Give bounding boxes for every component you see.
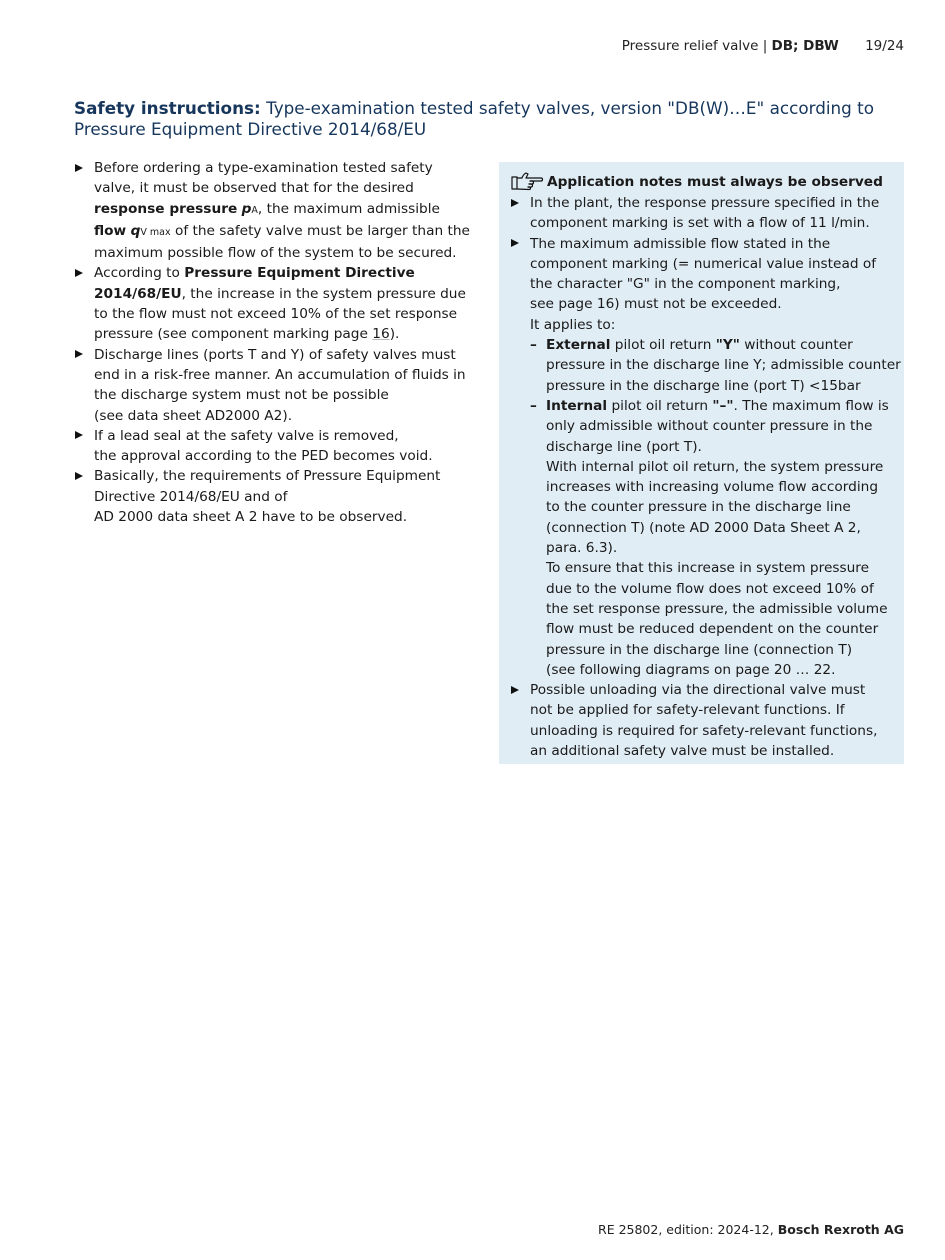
title-line1: Type-examination tested safety valves, version "DB(W)…E" according to <box>266 98 874 118</box>
text-line <box>546 335 898 355</box>
title-label: Safety instructions: <box>74 98 261 118</box>
subscript: V max <box>140 226 171 238</box>
text-line: due to the volume flow does not exceed 10% of <box>546 580 874 597</box>
term-external: External <box>546 337 611 354</box>
symbol-q: q <box>130 222 141 239</box>
safety-item-requirements <box>74 466 474 527</box>
pilot-oil-internal <box>530 396 898 680</box>
page-footer <box>598 1222 904 1237</box>
text-line: pressure in the discharge line (port T) <15bar <box>546 377 861 394</box>
text-line: pressure in the discharge line (connection T) <box>546 641 853 658</box>
text-line: With internal pilot oil return, the system pressure <box>546 458 884 475</box>
text-line: component marking (= numerical value instead of <box>530 255 877 272</box>
pilot-oil-list <box>530 335 901 680</box>
text-span: , the maximum admissible <box>257 200 440 217</box>
text-span: pilot oil return <box>611 397 709 414</box>
symbol-p: p <box>241 200 252 217</box>
note-item-unloading <box>510 680 898 761</box>
text-span: without counter <box>744 337 853 354</box>
text-line: the set response pressure, the admissible volume <box>546 600 888 617</box>
pointing-hand-icon <box>510 171 544 193</box>
text-line: (connection T) (note AD 2000 Data Sheet A 2, <box>546 519 861 536</box>
text-line: AD 2000 data sheet A 2 have to be observed. <box>94 509 408 526</box>
safety-item-ped <box>74 263 474 344</box>
text-line: In the plant, the response pressure specified in the <box>530 195 880 211</box>
text-line: component marking is set with a flow of 11 l/min. <box>530 215 870 232</box>
text-line: Discharge lines (ports T and Y) of safety valves must <box>94 346 456 363</box>
term-ped-number: 2014/68/EU <box>94 285 182 302</box>
text-line: valve, it must be observed that for the desired <box>94 180 414 197</box>
term-response-pressure: response pressure <box>94 200 238 217</box>
text-line <box>94 284 474 304</box>
text-line <box>94 263 474 283</box>
text-span: , the increase in the system pressure due <box>181 285 466 302</box>
text-line <box>94 324 474 344</box>
header-types: DB; DBW <box>771 38 839 54</box>
text-line: not be applied for safety-relevant functions. If <box>530 702 845 719</box>
text-span: ). <box>389 326 400 343</box>
term-flow: flow <box>94 222 127 239</box>
text-line: only admissible without counter pressure in the <box>546 418 873 435</box>
safety-bullet-list <box>74 158 474 527</box>
pilot-oil-external <box>530 335 901 396</box>
text-line: the discharge system must not be possible <box>94 387 389 404</box>
section-title <box>74 98 894 139</box>
text-line: unloading is required for safety-relevant functions, <box>530 722 878 739</box>
text-line: Basically, the requirements of Pressure Equipment <box>94 468 441 485</box>
note-item-max-flow <box>510 234 901 681</box>
text-line: see page 16) must not be exceeded. <box>530 296 782 313</box>
text-line: to the flow must not exceed 10% of the set response <box>94 306 458 323</box>
text-line: an additional safety valve must be installed. <box>530 743 835 760</box>
application-notes-panel <box>499 162 904 764</box>
text-span: pilot oil return <box>614 337 712 354</box>
text-line: Possible unloading via the directional valve must <box>530 682 866 699</box>
safety-item-lead-seal <box>74 426 474 467</box>
header-product: Pressure relief valve | <box>621 38 768 54</box>
title-line2: Pressure Equipment Directive 2014/68/EU <box>74 118 427 139</box>
text-line: (see following diagrams on page 20 … 22. <box>546 661 836 678</box>
safety-item-discharge-lines <box>74 345 474 426</box>
text-line: To ensure that this increase in system pressure <box>546 560 870 577</box>
term-ped: Pressure Equipment Directive <box>184 265 415 282</box>
notes-heading <box>510 171 898 193</box>
notes-bullet-list <box>510 193 901 761</box>
text-line: end in a risk-free manner. An accumulation of fluids in <box>94 366 466 383</box>
text-line: The maximum admissible flow stated in the <box>530 235 831 252</box>
text-line <box>546 396 898 416</box>
page-link-16[interactable]: 16 <box>372 326 390 343</box>
text-line: It applies to: <box>530 316 616 333</box>
text-line <box>94 199 474 221</box>
text-line: (see data sheet AD2000 A2). <box>94 407 293 424</box>
text-span: pressure (see component marking page <box>94 326 368 343</box>
footer-company: Bosch Rexroth AG <box>777 1222 904 1237</box>
text-line: flow must be reduced dependent on the counter <box>546 621 879 638</box>
text-line: If a lead seal at the safety valve is removed, <box>94 427 399 444</box>
text-line: discharge line (port T). <box>546 438 702 455</box>
safety-list-column <box>74 158 474 527</box>
text-line: pressure in the discharge line Y; admissible counter <box>546 357 901 374</box>
notes-heading-text: Application notes must always be observed <box>547 174 883 190</box>
text-line: Directive 2014/68/EU and of <box>94 488 288 505</box>
text-line: the approval according to the PED becomes void. <box>94 448 433 465</box>
page-number: 19/24 <box>865 38 904 54</box>
text-line: increases with increasing volume flow according <box>546 479 879 496</box>
page-header <box>622 38 904 54</box>
note-item-plant <box>510 193 898 234</box>
text-line: the character "G" in the component marking, <box>530 276 841 293</box>
text-span: According to <box>94 265 180 282</box>
text-line: to the counter pressure in the discharge line <box>546 499 851 516</box>
code-dash: "–" <box>712 397 734 414</box>
text-span: . The maximum flow is <box>733 397 889 414</box>
text-span: of the safety valve must be larger than the <box>174 222 470 239</box>
text-line: maximum possible flow of the system to be secured. <box>94 245 457 262</box>
text-line <box>94 221 474 243</box>
footer-doc-ref: RE 25802, edition: 2024-12, <box>598 1222 774 1237</box>
subscript: A <box>251 204 258 216</box>
safety-item-response-pressure <box>74 158 474 263</box>
code-y: "Y" <box>715 337 740 354</box>
text-line: Before ordering a type-examination tested safety <box>94 160 433 176</box>
term-internal: Internal <box>546 397 608 414</box>
text-line: para. 6.3). <box>546 540 618 557</box>
